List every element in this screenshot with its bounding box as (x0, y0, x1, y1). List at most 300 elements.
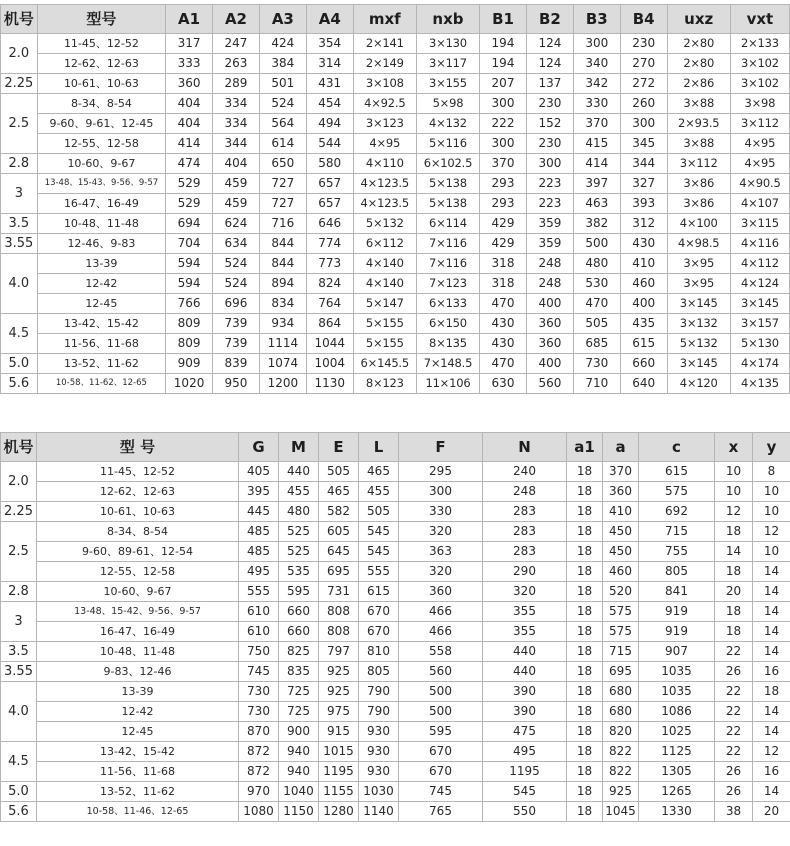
table-row (1, 502, 790, 522)
value-cell: 594 (166, 274, 213, 294)
value-cell: 624 (213, 214, 260, 234)
value-cell: 270 (620, 54, 667, 74)
value-cell: 1195 (319, 762, 359, 782)
value-cell: 460 (603, 562, 639, 582)
value-cell: 3×88 (667, 134, 730, 154)
value-cell: 470 (480, 354, 527, 374)
value-cell: 670 (359, 602, 399, 622)
value-cell: 3×88 (667, 94, 730, 114)
value-cell: 230 (620, 34, 667, 54)
value-cell: 495 (483, 742, 567, 762)
value-cell: 727 (259, 194, 306, 214)
table-row (1, 314, 790, 334)
table-row (1, 482, 790, 502)
model-cell: 10-60、9-67 (37, 582, 239, 602)
value-cell: 410 (620, 254, 667, 274)
value-cell: 4×174 (730, 354, 789, 374)
value-cell: 3×86 (667, 194, 730, 214)
value-cell: 2×86 (667, 74, 730, 94)
value-cell: 4×116 (730, 234, 789, 254)
value-cell: 940 (279, 762, 319, 782)
value-cell: 3×102 (730, 54, 789, 74)
table-row (1, 114, 790, 134)
value-cell: 290 (483, 562, 567, 582)
value-cell: 505 (319, 462, 359, 482)
value-cell: 930 (359, 762, 399, 782)
value-cell: 26 (715, 662, 753, 682)
table-row (1, 334, 790, 354)
value-cell: 330 (399, 502, 483, 522)
table-row (1, 582, 790, 602)
value-cell: 12 (715, 502, 753, 522)
value-cell: 300 (480, 134, 527, 154)
value-cell: 327 (620, 174, 667, 194)
value-cell: 822 (603, 742, 639, 762)
value-cell: 6×114 (416, 214, 479, 234)
value-cell: 474 (166, 154, 213, 174)
value-cell: 4×132 (416, 114, 479, 134)
value-cell: 739 (213, 314, 260, 334)
value-cell: 370 (480, 154, 527, 174)
machine-number-cell: 3 (1, 174, 38, 214)
value-cell: 370 (573, 114, 620, 134)
value-cell: 207 (480, 74, 527, 94)
value-cell: 864 (306, 314, 353, 334)
table-row (1, 542, 790, 562)
value-cell: 317 (166, 34, 213, 54)
value-cell: 4×107 (730, 194, 789, 214)
value-cell: 11×106 (416, 374, 479, 394)
column-header: 机号 (1, 5, 38, 34)
value-cell: 360 (166, 74, 213, 94)
value-cell: 293 (480, 194, 527, 214)
value-cell: 248 (526, 274, 573, 294)
machine-number-cell: 2.0 (1, 34, 38, 74)
model-cell: 12-45 (37, 294, 165, 314)
value-cell: 725 (279, 702, 319, 722)
value-cell: 355 (483, 622, 567, 642)
value-cell: 3×123 (353, 114, 416, 134)
value-cell: 7×116 (416, 254, 479, 274)
value-cell: 18 (567, 762, 603, 782)
value-cell: 4×135 (730, 374, 789, 394)
value-cell: 680 (603, 702, 639, 722)
value-cell: 4×124 (730, 274, 789, 294)
value-cell: 300 (399, 482, 483, 502)
value-cell: 263 (213, 54, 260, 74)
model-cell: 10-48、11-48 (37, 214, 165, 234)
value-cell: 485 (239, 542, 279, 562)
value-cell: 2×133 (730, 34, 789, 54)
value-cell: 764 (306, 294, 353, 314)
value-cell: 124 (526, 34, 573, 54)
value-cell: 575 (639, 482, 715, 502)
value-cell: 470 (573, 294, 620, 314)
value-cell: 975 (319, 702, 359, 722)
column-header: A2 (213, 5, 260, 34)
value-cell: 384 (259, 54, 306, 74)
value-cell: 872 (239, 742, 279, 762)
table-row (1, 462, 790, 482)
value-cell: 18 (567, 682, 603, 702)
value-cell: 1200 (259, 374, 306, 394)
model-cell: 10-58、11-62、12-65 (37, 374, 165, 394)
value-cell: 560 (526, 374, 573, 394)
value-cell: 465 (319, 482, 359, 502)
value-cell: 390 (483, 682, 567, 702)
machine-number-cell: 2.25 (1, 502, 37, 522)
value-cell: 755 (639, 542, 715, 562)
value-cell: 610 (239, 622, 279, 642)
model-cell: 12-42 (37, 702, 239, 722)
value-cell: 615 (639, 462, 715, 482)
machine-number-cell: 4.5 (1, 314, 38, 354)
value-cell: 240 (483, 462, 567, 482)
value-cell: 3×130 (416, 34, 479, 54)
value-cell: 3×108 (353, 74, 416, 94)
value-cell: 424 (259, 34, 306, 54)
value-cell: 495 (239, 562, 279, 582)
column-header: L (359, 433, 399, 462)
value-cell: 820 (603, 722, 639, 742)
table-row (1, 214, 790, 234)
value-cell: 645 (319, 542, 359, 562)
model-cell: 12-42 (37, 274, 165, 294)
machine-number-cell: 2.8 (1, 154, 38, 174)
value-cell: 925 (603, 782, 639, 802)
machine-number-cell: 3.5 (1, 642, 37, 662)
value-cell: 3×145 (667, 354, 730, 374)
column-header: vxt (730, 5, 789, 34)
value-cell: 230 (526, 134, 573, 154)
table-row (1, 54, 790, 74)
value-cell: 680 (603, 682, 639, 702)
value-cell: 640 (620, 374, 667, 394)
value-cell: 390 (483, 702, 567, 722)
value-cell: 550 (483, 802, 567, 822)
model-cell: 13-48、15-43、9-56、9-57 (37, 174, 165, 194)
value-cell: 18 (567, 722, 603, 742)
value-cell: 710 (573, 374, 620, 394)
value-cell: 594 (166, 254, 213, 274)
table-row (1, 682, 790, 702)
value-cell: 6×150 (416, 314, 479, 334)
value-cell: 1114 (259, 334, 306, 354)
value-cell: 248 (483, 482, 567, 502)
value-cell: 10 (753, 542, 790, 562)
value-cell: 18 (715, 562, 753, 582)
value-cell: 5×116 (416, 134, 479, 154)
value-cell: 582 (319, 502, 359, 522)
value-cell: 3×112 (667, 154, 730, 174)
value-cell: 20 (753, 802, 790, 822)
value-cell: 657 (306, 194, 353, 214)
value-cell: 334 (213, 114, 260, 134)
value-cell: 500 (399, 682, 483, 702)
table-row (1, 722, 790, 742)
value-cell: 2×149 (353, 54, 416, 74)
value-cell: 18 (567, 582, 603, 602)
value-cell: 370 (603, 462, 639, 482)
value-cell: 440 (279, 462, 319, 482)
value-cell: 22 (715, 702, 753, 722)
value-cell: 558 (399, 642, 483, 662)
value-cell: 1025 (639, 722, 715, 742)
value-cell: 525 (279, 522, 319, 542)
value-cell: 342 (573, 74, 620, 94)
value-cell: 38 (715, 802, 753, 822)
value-cell: 475 (483, 722, 567, 742)
table-row (1, 274, 790, 294)
value-cell: 727 (259, 174, 306, 194)
value-cell: 5×138 (416, 174, 479, 194)
model-cell: 12-55、12-58 (37, 562, 239, 582)
value-cell: 247 (213, 34, 260, 54)
value-cell: 824 (306, 274, 353, 294)
value-cell: 18 (715, 622, 753, 642)
value-cell: 429 (480, 234, 527, 254)
value-cell: 634 (213, 234, 260, 254)
value-cell: 7×123 (416, 274, 479, 294)
machine-number-cell: 3.55 (1, 234, 38, 254)
column-header: a (603, 433, 639, 462)
value-cell: 20 (715, 582, 753, 602)
value-cell: 404 (213, 154, 260, 174)
value-cell: 10 (753, 482, 790, 502)
table-row (1, 662, 790, 682)
value-cell: 919 (639, 602, 715, 622)
value-cell: 4×112 (730, 254, 789, 274)
machine-number-cell: 2.5 (1, 94, 38, 154)
machine-number-cell: 4.0 (1, 682, 37, 742)
value-cell: 790 (359, 682, 399, 702)
machine-number-cell: 5.0 (1, 354, 38, 374)
model-cell: 13-42、15-42 (37, 742, 239, 762)
column-header: E (319, 433, 359, 462)
value-cell: 5×155 (353, 314, 416, 334)
value-cell: 395 (239, 482, 279, 502)
value-cell: 8×123 (353, 374, 416, 394)
value-cell: 22 (715, 682, 753, 702)
value-cell: 500 (399, 702, 483, 722)
value-cell: 715 (639, 522, 715, 542)
model-cell: 10-60、9-67 (37, 154, 165, 174)
value-cell: 560 (399, 662, 483, 682)
column-header: A4 (306, 5, 353, 34)
value-cell: 22 (715, 742, 753, 762)
value-cell: 4×98.5 (667, 234, 730, 254)
value-cell: 1150 (279, 802, 319, 822)
value-cell: 5×132 (667, 334, 730, 354)
value-cell: 501 (259, 74, 306, 94)
value-cell: 455 (359, 482, 399, 502)
value-cell: 355 (483, 602, 567, 622)
value-cell: 410 (603, 502, 639, 522)
value-cell: 300 (573, 34, 620, 54)
value-cell: 1086 (639, 702, 715, 722)
value-cell: 3×86 (667, 174, 730, 194)
value-cell: 1004 (306, 354, 353, 374)
model-cell: 11-45、12-52 (37, 34, 165, 54)
value-cell: 930 (359, 722, 399, 742)
column-header: A1 (166, 5, 213, 34)
value-cell: 524 (213, 254, 260, 274)
value-cell: 745 (239, 662, 279, 682)
value-cell: 330 (573, 94, 620, 114)
value-cell: 4×110 (353, 154, 416, 174)
value-cell: 1035 (639, 682, 715, 702)
value-cell: 14 (753, 722, 790, 742)
value-cell: 595 (279, 582, 319, 602)
column-header: F (399, 433, 483, 462)
value-cell: 3×98 (730, 94, 789, 114)
value-cell: 470 (480, 294, 527, 314)
column-header: x (715, 433, 753, 462)
machine-number-cell: 2.25 (1, 74, 38, 94)
value-cell: 564 (259, 114, 306, 134)
header-row (1, 433, 790, 462)
value-cell: 295 (399, 462, 483, 482)
value-cell: 524 (259, 94, 306, 114)
value-cell: 18 (715, 602, 753, 622)
value-cell: 670 (359, 622, 399, 642)
value-cell: 16 (753, 762, 790, 782)
value-cell: 810 (359, 642, 399, 662)
dimension-table-a-b (0, 4, 790, 394)
value-cell: 575 (603, 602, 639, 622)
value-cell: 4×95 (730, 134, 789, 154)
value-cell: 440 (483, 662, 567, 682)
value-cell: 525 (279, 542, 319, 562)
table-row (1, 782, 790, 802)
value-cell: 1074 (259, 354, 306, 374)
value-cell: 696 (213, 294, 260, 314)
value-cell: 844 (259, 234, 306, 254)
model-cell: 16-47、16-49 (37, 622, 239, 642)
value-cell: 430 (480, 334, 527, 354)
model-cell: 12-46、9-83 (37, 234, 165, 254)
value-cell: 809 (166, 314, 213, 334)
value-cell: 344 (620, 154, 667, 174)
value-cell: 10 (715, 462, 753, 482)
model-cell: 10-58、11-46、12-65 (37, 802, 239, 822)
value-cell: 1035 (639, 662, 715, 682)
value-cell: 4×123.5 (353, 194, 416, 214)
value-cell: 4×95 (353, 134, 416, 154)
model-cell: 13-52、11-62 (37, 354, 165, 374)
value-cell: 397 (573, 174, 620, 194)
value-cell: 18 (715, 522, 753, 542)
value-cell: 431 (306, 74, 353, 94)
value-cell: 14 (753, 562, 790, 582)
value-cell: 312 (620, 214, 667, 234)
machine-number-cell: 4.5 (1, 742, 37, 782)
value-cell: 272 (620, 74, 667, 94)
value-cell: 318 (480, 274, 527, 294)
value-cell: 692 (639, 502, 715, 522)
value-cell: 575 (603, 622, 639, 642)
table-row (1, 74, 790, 94)
value-cell: 805 (359, 662, 399, 682)
value-cell: 283 (483, 522, 567, 542)
value-cell: 463 (573, 194, 620, 214)
model-cell: 10-61、10-63 (37, 502, 239, 522)
value-cell: 704 (166, 234, 213, 254)
value-cell: 1044 (306, 334, 353, 354)
value-cell: 950 (213, 374, 260, 394)
value-cell: 460 (620, 274, 667, 294)
value-cell: 494 (306, 114, 353, 134)
value-cell: 450 (603, 522, 639, 542)
value-cell: 4×140 (353, 254, 416, 274)
value-cell: 520 (603, 582, 639, 602)
model-cell: 9-83、12-46 (37, 662, 239, 682)
value-cell: 393 (620, 194, 667, 214)
value-cell: 400 (526, 354, 573, 374)
model-cell: 9-60、89-61、12-54 (37, 542, 239, 562)
value-cell: 695 (319, 562, 359, 582)
value-cell: 359 (526, 234, 573, 254)
value-cell: 430 (620, 234, 667, 254)
value-cell: 18 (567, 562, 603, 582)
value-cell: 835 (279, 662, 319, 682)
table-row (1, 622, 790, 642)
value-cell: 500 (573, 234, 620, 254)
value-cell: 765 (399, 802, 483, 822)
value-cell: 530 (573, 274, 620, 294)
column-header: B3 (573, 5, 620, 34)
model-cell: 13-48、15-42、9-56、9-57 (37, 602, 239, 622)
value-cell: 940 (279, 742, 319, 762)
value-cell: 615 (620, 334, 667, 354)
value-cell: 3×132 (667, 314, 730, 334)
table-row (1, 522, 790, 542)
value-cell: 1125 (639, 742, 715, 762)
value-cell: 545 (359, 522, 399, 542)
table-row (1, 374, 790, 394)
table-row (1, 194, 790, 214)
value-cell: 5×155 (353, 334, 416, 354)
value-cell: 614 (259, 134, 306, 154)
value-cell: 340 (573, 54, 620, 74)
value-cell: 825 (279, 642, 319, 662)
column-header: 型号 (37, 5, 165, 34)
column-header: uxz (667, 5, 730, 34)
value-cell: 730 (239, 682, 279, 702)
value-cell: 466 (399, 622, 483, 642)
value-cell: 4×92.5 (353, 94, 416, 114)
value-cell: 382 (573, 214, 620, 234)
value-cell: 283 (483, 542, 567, 562)
value-cell: 10 (715, 482, 753, 502)
value-cell: 3×112 (730, 114, 789, 134)
value-cell: 18 (567, 502, 603, 522)
model-cell: 12-62、12-63 (37, 54, 165, 74)
value-cell: 18 (567, 462, 603, 482)
value-cell: 223 (526, 194, 573, 214)
value-cell: 248 (526, 254, 573, 274)
value-cell: 5×130 (730, 334, 789, 354)
value-cell: 194 (480, 34, 527, 54)
value-cell: 4×100 (667, 214, 730, 234)
model-cell: 13-52、11-62 (37, 782, 239, 802)
value-cell: 870 (239, 722, 279, 742)
value-cell: 822 (603, 762, 639, 782)
machine-number-cell: 2.5 (1, 522, 37, 582)
value-cell: 26 (715, 762, 753, 782)
value-cell: 930 (359, 742, 399, 762)
value-cell: 766 (166, 294, 213, 314)
